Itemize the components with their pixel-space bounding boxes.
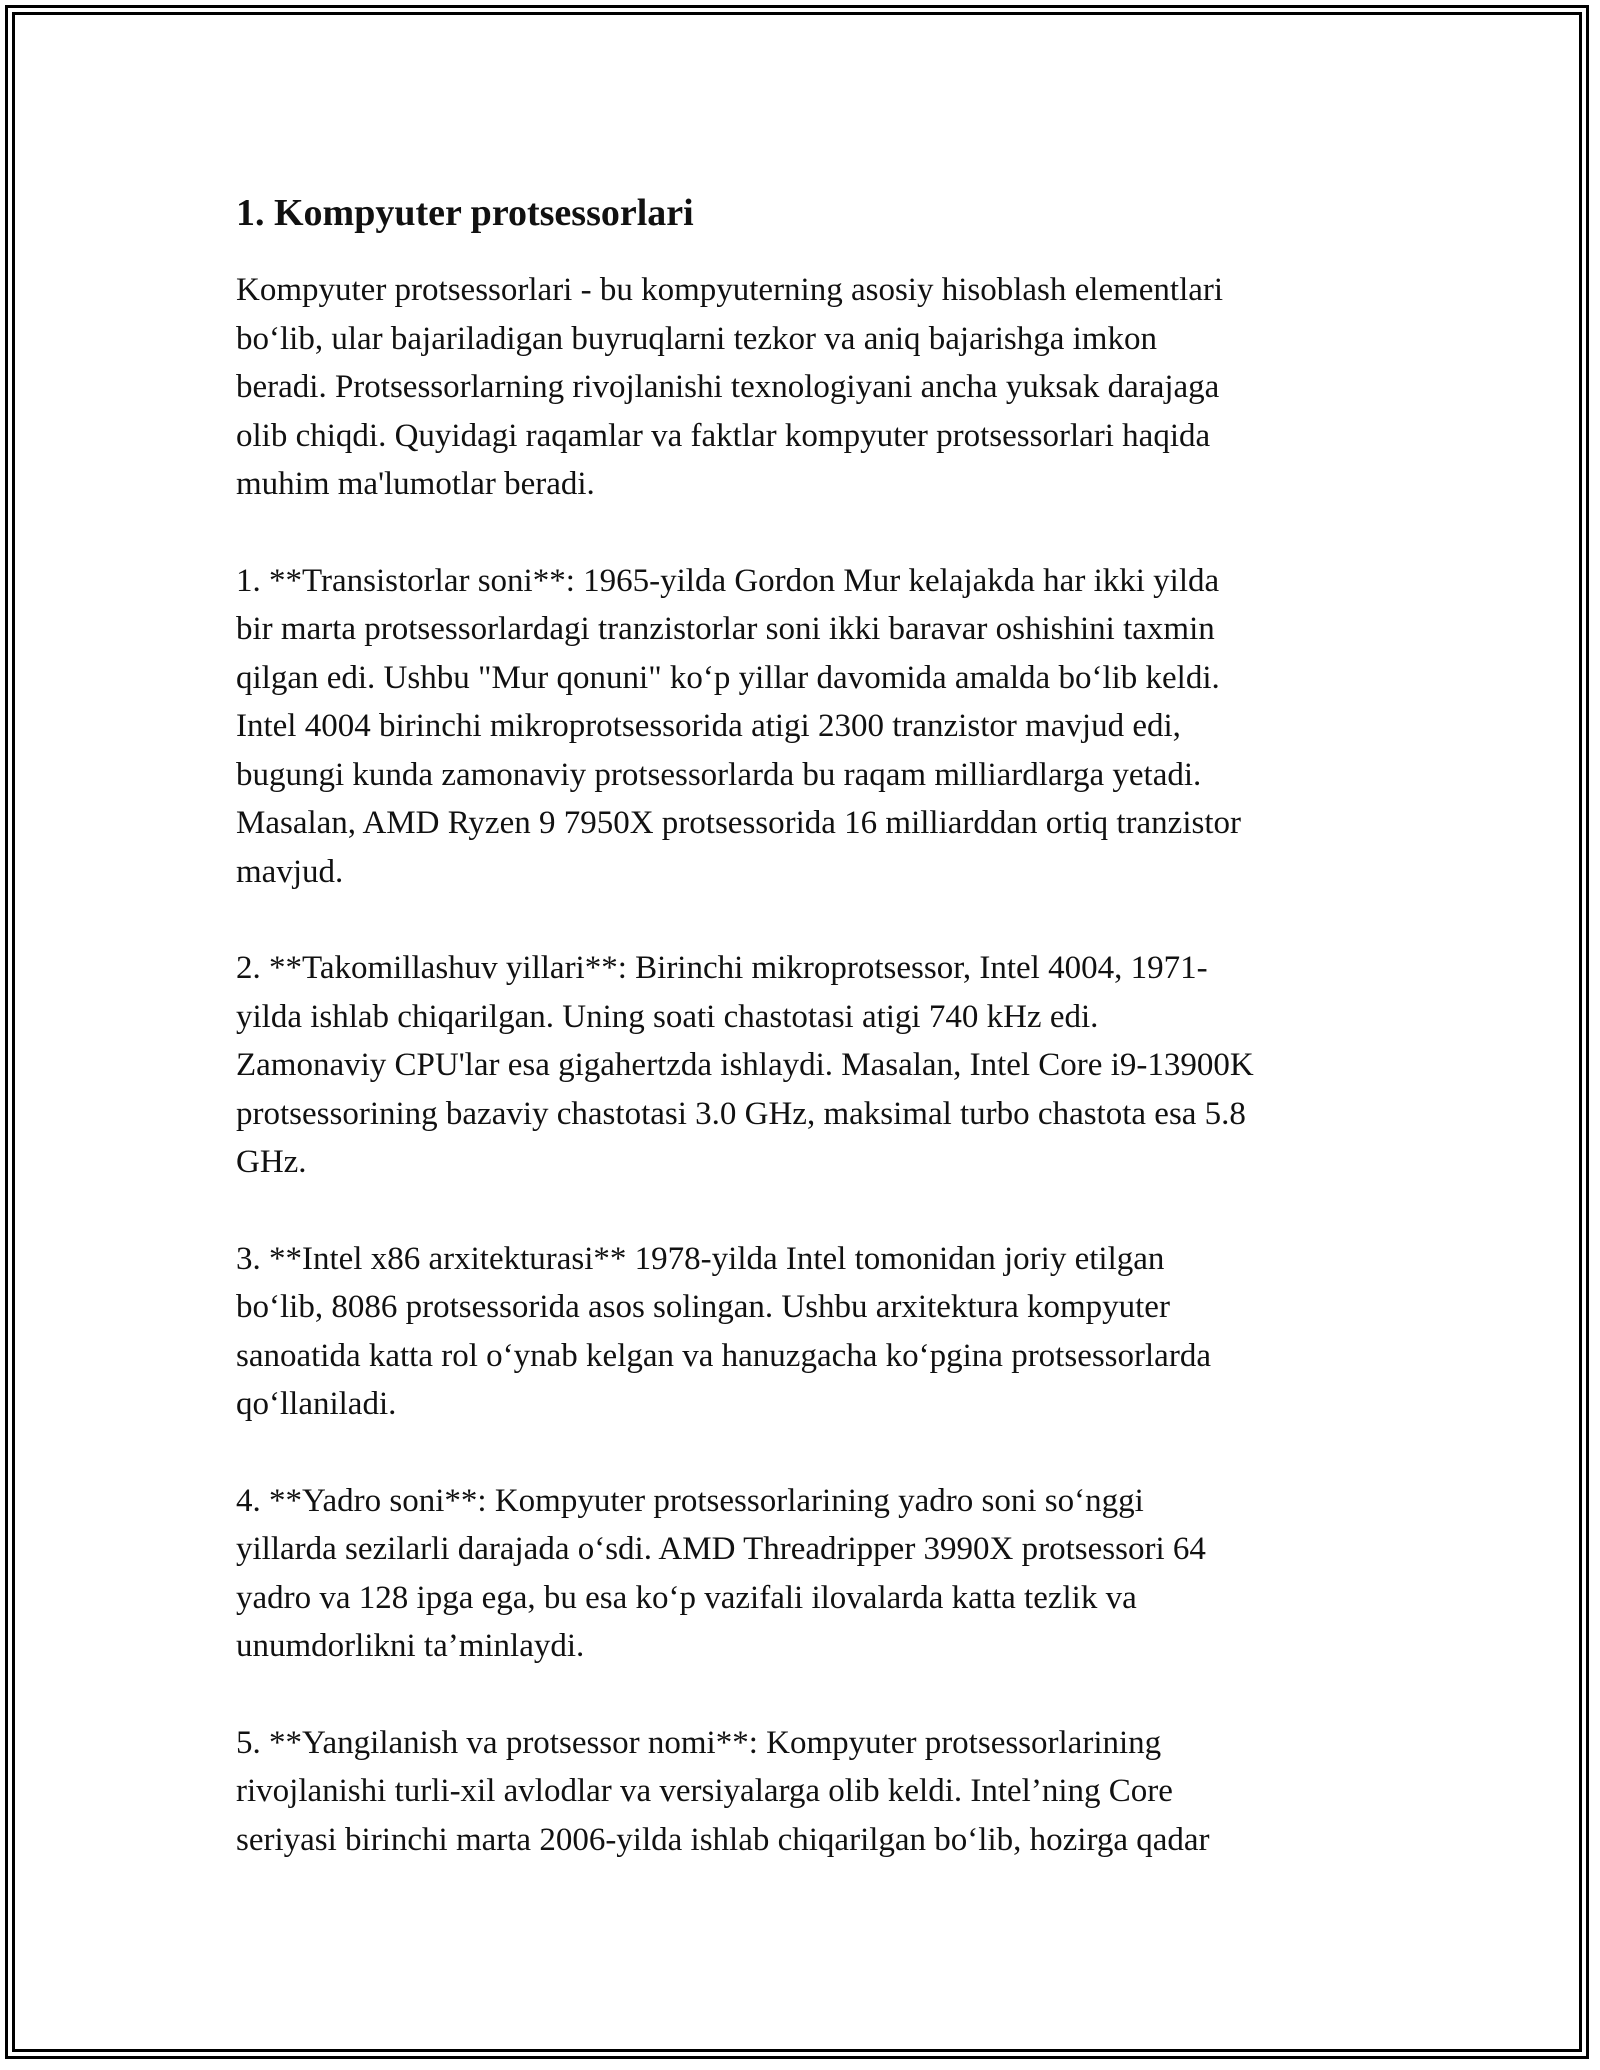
- list-item-naming: 5. **Yangilanish va protsessor nomi**: Kompyuter protsessorlarining rivojlanishi turli-xil avlodlar va versiyalarga olib keldi. Intel’ning Core seriyasi birinchi marta 2006-yilda ishlab chiqarilgan bo‘lib, hozirga qadar: [236, 1724, 1210, 1858]
- list-item-improvement-years: 2. **Takomillashuv yillari**: Birinchi mikroprotsessor, Intel 4004, 1971- yilda ishlab chiqarilgan. Uning soati chastotasi atigi 740 kHz edi. Zamonaviy CPU'lar esa gigahertzda ishlaydi. Masalan, Intel Core i9-13900K protsessorining bazaviy chastotasi 3.0 GHz, maksimal turbo chastota esa 5.8 GHz.: [236, 950, 1254, 1180]
- intro-paragraph: Kompyuter protsessorlari - bu kompyuterning asosiy hisoblash elementlari bo‘lib, ular bajariladigan buyruqlarni tezkor va aniq bajarishga imkon beradi. Protsessorlarning rivojlanishi texnologiyani ancha yuksak darajaga olib chiqdi. Quyidagi raqamlar va faktlar kompyuter protsessorlari haqida muhim ma'lumotlar beradi.: [236, 272, 1224, 502]
- document-title: 1. Kompyuter protsessorlari: [236, 192, 694, 234]
- list-item-core-count: 4. **Yadro soni**: Kompyuter protsessorlarining yadro soni so‘nggi yillarda sezilarli darajada o‘sdi. AMD Threadripper 3990X protsessori 64 yadro va 128 ipga ega, bu esa ko‘p vazifali ilovalarda katta tezlik va unumdorlikni ta’minlaydi.: [236, 1482, 1206, 1664]
- document-body: [236, 188, 1376, 1912]
- list-item-x86-architecture: 3. **Intel x86 arxitekturasi** 1978-yilda Intel tomonidan joriy etilgan bo‘lib, 8086 protsessorida asos solingan. Ushbu arxitektura kompyuter sanoatida katta rol o‘ynab kelgan va hanuzgacha ko‘pgina protsessorlarda qo‘llaniladi.: [236, 1240, 1211, 1422]
- list-item-transistors: 1. **Transistorlar soni**: 1965-yilda Gordon Mur kelajakda har ikki yilda bir marta protsessorlardagi tranzistorlar soni ikki baravar oshishini taxmin qilgan edi. Ushbu "Mur qonuni" ko‘p yillar davomida amalda bo‘lib keldi. Intel 4004 birinchi mikroprotsessorida atigi 2300 tranzistor mavjud edi, bugungi kunda zamonaviy protsessorlarda bu raqam milliardlarga yetadi. Masalan, AMD Ryzen 9 7950X protsessorida 16 milliarddan ortiq tranzistor mavjud.: [236, 562, 1242, 890]
